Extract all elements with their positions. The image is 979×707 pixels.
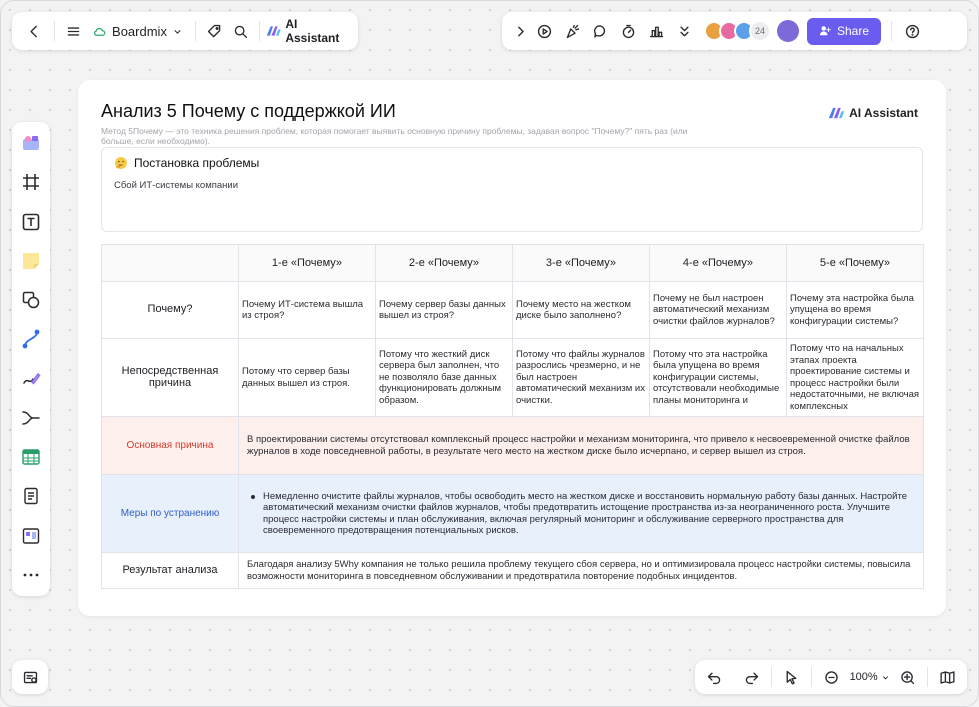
collaborator-avatars[interactable] — [704, 20, 771, 42]
table-row — [102, 282, 924, 339]
result-cell[interactable]: Благодаря анализу 5Why компания не только решила проблему текущего сбоя сервера, но и оптимизировала процесс настройки системы, повысила возможности мониторинга в повседневном обслуживании и предотвратила повторение подобных инцидентов. — [239, 553, 924, 589]
table-header[interactable]: 4-е «Почему» — [650, 245, 787, 282]
text-icon[interactable] — [16, 207, 46, 237]
zoom-out-icon[interactable] — [818, 663, 845, 691]
table-row — [102, 553, 924, 589]
divider — [811, 667, 812, 687]
bottom-left-toolbar — [12, 660, 48, 694]
zoom-level: 100% — [849, 671, 878, 683]
cell-text: Потому что сервер базы данных вышел из строя. — [242, 366, 350, 389]
templates-icon[interactable] — [16, 128, 46, 158]
problem-text: Сбой ИТ-системы компании — [114, 180, 239, 191]
list-item — [247, 491, 915, 537]
ai-logo-icon — [266, 25, 281, 37]
brand-name: Boardmix — [112, 23, 167, 39]
pen-icon[interactable] — [16, 364, 46, 394]
tag-icon[interactable] — [202, 17, 228, 45]
share-button[interactable] — [807, 18, 881, 45]
back-icon[interactable] — [22, 17, 48, 45]
table-row — [102, 475, 924, 553]
redo-icon[interactable] — [738, 663, 765, 691]
table-cell[interactable]: Почему сервер базы данных вышел из строя? — [376, 282, 513, 339]
select-cursor-icon[interactable] — [778, 663, 805, 691]
root-cause-cell[interactable]: В проектировании системы отсутствовал комплексный процесс настройки и механизм мониторинга, что привело к несвоевременной очистке файлов журналов в ходе повседневной работы, в результате чего место на жестком диске было исчерпано, и сервер вышел из строя. — [239, 417, 924, 475]
table-header[interactable]: 2-е «Почему» — [376, 245, 513, 282]
zoom-level-dropdown[interactable] — [850, 671, 890, 683]
bullet-dot — [251, 495, 255, 499]
table-cell[interactable]: Почему место на жестком диске было заполнено? — [513, 282, 650, 339]
row-label-result[interactable]: Результат анализа — [102, 553, 239, 589]
row-label-direct-cause[interactable]: Непосредственная причина — [102, 339, 239, 417]
comment-icon[interactable] — [586, 17, 614, 45]
timer-icon[interactable] — [614, 17, 642, 45]
share-label: Share — [837, 24, 870, 38]
left-toolbar — [12, 122, 50, 596]
five-whys-card[interactable] — [78, 80, 946, 616]
page-subtitle: Метод 5Почему — это техника решения проблем, которая помогает выявить основную причину проблемы, задавая вопрос "Почему?" пять раз (или больше, если необходимо). — [101, 126, 688, 146]
table-icon[interactable] — [16, 442, 46, 472]
help-icon[interactable] — [898, 17, 926, 45]
outline-icon[interactable] — [16, 663, 44, 691]
shape-icon[interactable] — [16, 285, 46, 315]
present-icon[interactable] — [530, 17, 558, 45]
table-cell[interactable] — [787, 339, 924, 417]
current-user-avatar[interactable] — [777, 20, 799, 42]
table-row — [102, 339, 924, 417]
cell-text: Потому что эта настройка была упущена во время конфигурации системы, отсутствовали необходимые планы мониторинга и — [653, 348, 780, 406]
cell-text: Потому что жесткий диск сервера был заполнен, что не позволяло базе данных функционировать должным образом. — [379, 348, 502, 406]
problem-statement-box[interactable] — [101, 147, 923, 232]
divider — [927, 667, 928, 687]
measures-cell[interactable] — [239, 475, 924, 553]
ai-assistant-label: AI Assistant — [849, 106, 918, 120]
ai-assistant-label: AI Assistant — [285, 17, 340, 45]
row-label-measures[interactable]: Меры по устранению — [102, 475, 239, 553]
table-header[interactable]: 5-е «Почему» — [787, 245, 924, 282]
frame-icon[interactable] — [16, 167, 46, 197]
table-header[interactable]: 3-е «Почему» — [513, 245, 650, 282]
table-header[interactable]: 1-е «Почему» — [239, 245, 376, 282]
chevron-down-icon — [881, 673, 890, 682]
row-label-why[interactable]: Почему? — [102, 282, 239, 339]
expand-icon[interactable] — [510, 17, 530, 45]
sticky-note-icon[interactable] — [16, 246, 46, 276]
document-icon[interactable] — [16, 481, 46, 511]
kanban-icon[interactable] — [16, 521, 46, 551]
top-left-toolbar — [12, 12, 358, 50]
brand-dropdown[interactable] — [92, 24, 183, 39]
celebrate-icon[interactable] — [558, 17, 586, 45]
collaborator-count: 24 — [749, 20, 771, 42]
problem-heading: Постановка проблемы — [134, 156, 260, 170]
table-header-empty — [102, 245, 239, 282]
table-cell[interactable]: Почему не был настроен автоматический механизм очистки файлов журналов? — [650, 282, 787, 339]
menu-icon[interactable] — [60, 17, 86, 45]
more-icon[interactable] — [16, 560, 46, 590]
table-header-row — [102, 245, 924, 282]
user-add-icon — [819, 25, 831, 37]
five-whys-table — [101, 244, 924, 589]
more-tools-icon[interactable] — [670, 17, 698, 45]
connector-icon[interactable] — [16, 324, 46, 354]
search-icon[interactable] — [227, 17, 253, 45]
divider — [259, 21, 260, 41]
ai-assistant-button[interactable] — [266, 17, 348, 45]
card-ai-assistant-button[interactable] — [828, 106, 918, 120]
cell-text: Потому что файлы журналов разрослись чрезмерно, и не был настроен автоматический механизм их очистки. — [516, 348, 645, 406]
mindmap-icon[interactable] — [16, 403, 46, 433]
table-cell[interactable] — [513, 339, 650, 417]
map-icon[interactable] — [934, 663, 961, 691]
table-cell[interactable]: Почему ИТ-система вышла из строя? — [239, 282, 376, 339]
table-cell[interactable] — [650, 339, 787, 417]
zoom-in-icon[interactable] — [894, 663, 921, 691]
divider — [195, 21, 196, 41]
chevron-down-icon — [172, 26, 183, 37]
table-cell[interactable]: Почему эта настройка была упущена во время конфигурации системы? — [787, 282, 924, 339]
measures-text: Немедленно очистите файлы журналов, чтобы освободить место на жестком диске и восстановить нормальную работу базы данных. Настройте автоматический механизм очистки файлов журналов, чтобы предотвратить истощение пространства из-за неограниченного роста. Улучшите процесс настройки системы и план обслуживания, включая регулярный мониторинг и обслуживание серверного пространства для своевременного предотвращения потенциальных рисков. — [263, 490, 908, 536]
problem-heading-row — [114, 156, 910, 170]
divider — [891, 21, 892, 41]
table-row — [102, 417, 924, 475]
cell-text: Потому что на начальных этапах проекта проектирование системы и процесс настройки были недостаточными, не включая комплексных — [790, 343, 919, 412]
bottom-right-toolbar — [695, 660, 967, 694]
thinking-emoji-icon — [114, 156, 128, 170]
table-cell[interactable] — [376, 339, 513, 417]
cloud-icon — [92, 24, 107, 39]
top-right-toolbar — [502, 12, 967, 50]
row-label-root-cause[interactable]: Основная причина — [102, 417, 239, 475]
vote-icon[interactable] — [642, 17, 670, 45]
ai-logo-icon — [828, 107, 845, 119]
divider — [771, 667, 772, 687]
divider — [54, 21, 55, 41]
page-title: Анализ 5 Почему с поддержкой ИИ — [101, 101, 396, 121]
undo-icon[interactable] — [701, 663, 728, 691]
table-cell[interactable] — [239, 339, 376, 417]
